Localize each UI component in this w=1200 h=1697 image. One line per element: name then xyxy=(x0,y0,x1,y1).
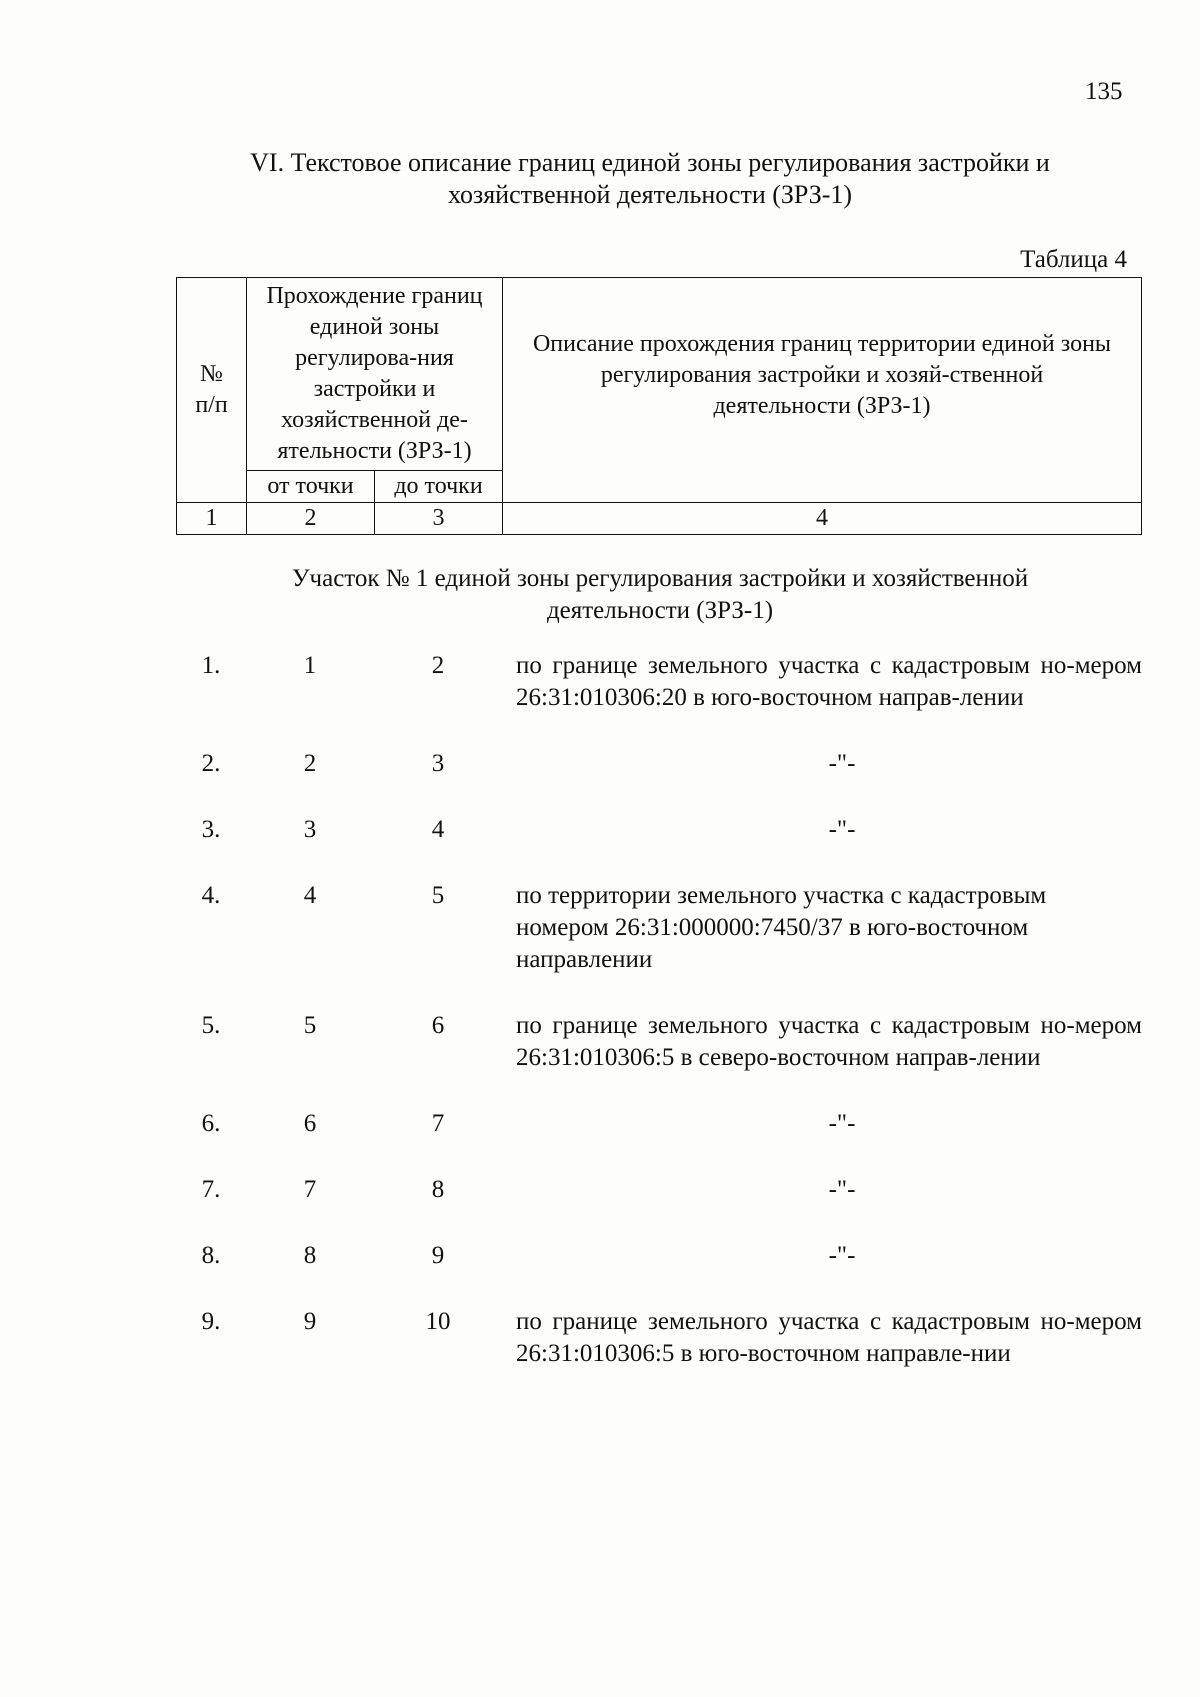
table-row xyxy=(176,748,1142,780)
table-row xyxy=(176,650,1142,714)
header-col-desc: Описание прохождения границ территории единой зоны регулирования застройки и хозяй-ственной деятельности (ЗРЗ-1) xyxy=(503,278,1142,503)
table-row xyxy=(176,1010,1142,1074)
row-description: по границе земельного участка с кадастровым но-мером 26:31:010306:20 в юго-восточном направ-лении xyxy=(516,652,1142,711)
section-heading xyxy=(190,147,1110,211)
section-heading-line-2: хозяйственной деятельности (ЗРЗ-1) xyxy=(447,180,853,209)
row-from-point: 4 xyxy=(303,882,317,909)
header-col-num: № п/п xyxy=(177,278,247,503)
row-from-point: 1 xyxy=(303,652,317,679)
row-number: 5. xyxy=(201,1012,221,1039)
row-description: -"- xyxy=(828,750,856,777)
row-description: -"- xyxy=(828,1242,856,1269)
table-row xyxy=(176,1240,1142,1272)
row-from-point: 5 xyxy=(303,1012,317,1039)
row-number: 6. xyxy=(201,1110,221,1137)
row-number: 2. xyxy=(201,750,221,777)
row-number: 1. xyxy=(201,652,221,679)
header-col-from: от точки xyxy=(247,471,375,503)
row-description: -"- xyxy=(828,1110,856,1137)
table-row xyxy=(176,814,1142,846)
table-row xyxy=(176,1306,1142,1370)
row-to-point: 7 xyxy=(431,1110,445,1137)
row-to-point: 8 xyxy=(431,1176,445,1203)
row-description: -"- xyxy=(828,816,856,843)
row-description: -"- xyxy=(828,1176,856,1203)
row-to-point: 6 xyxy=(431,1012,445,1039)
page-number: 135 xyxy=(1085,78,1123,105)
row-from-point: 8 xyxy=(303,1242,317,1269)
header-index-row xyxy=(177,503,1142,535)
row-from-point: 2 xyxy=(303,750,317,777)
plot-title xyxy=(200,563,1120,627)
table-row xyxy=(176,1108,1142,1140)
table-row xyxy=(176,880,1142,976)
header-index-1: 1 xyxy=(177,503,247,535)
header-row xyxy=(177,278,1142,471)
row-to-point: 2 xyxy=(431,652,445,679)
header-col-to: до точки xyxy=(375,471,503,503)
header-index-3: 3 xyxy=(375,503,503,535)
header-table xyxy=(176,277,1142,535)
header-col-passage: Прохождение границ единой зоны регулирова-ния застройки и хозяйственной де-ятельности (ЗРЗ-1) xyxy=(247,278,503,471)
row-number: 3. xyxy=(201,816,221,843)
row-number: 9. xyxy=(201,1308,221,1335)
row-description: по границе земельного участка с кадастровым но-мером 26:31:010306:5 в юго-восточном направле-нии xyxy=(516,1308,1142,1367)
row-number: 4. xyxy=(201,882,221,909)
row-from-point: 9 xyxy=(303,1308,317,1335)
row-to-point: 5 xyxy=(431,882,445,909)
plot-title-line-1: Участок № 1 единой зоны регулирования застройки и хозяйственной xyxy=(291,565,1029,592)
plot-title-line-2: деятельности (ЗРЗ-1) xyxy=(546,597,774,624)
row-from-point: 7 xyxy=(303,1176,317,1203)
row-number: 8. xyxy=(201,1242,221,1269)
row-description: по границе земельного участка с кадастровым но-мером 26:31:010306:5 в северо-восточном направ-лении xyxy=(516,1012,1142,1071)
row-to-point: 9 xyxy=(431,1242,445,1269)
section-heading-line-1: VI. Текстовое описание границ единой зоны регулирования застройки и xyxy=(250,148,1050,177)
table-row xyxy=(176,1174,1142,1206)
row-description: по территории земельного участка с кадастровым номером 26:31:000000:7450/37 в юго-восточном направлении xyxy=(516,882,1047,973)
row-to-point: 10 xyxy=(425,1308,451,1335)
row-from-point: 6 xyxy=(303,1110,317,1137)
row-from-point: 3 xyxy=(303,816,317,843)
table-label: Таблица 4 xyxy=(1020,246,1127,273)
row-to-point: 4 xyxy=(431,816,445,843)
boundary-list xyxy=(176,650,1142,1370)
header-index-2: 2 xyxy=(247,503,375,535)
header-index-4: 4 xyxy=(503,503,1142,535)
row-to-point: 3 xyxy=(431,750,445,777)
row-number: 7. xyxy=(201,1176,221,1203)
